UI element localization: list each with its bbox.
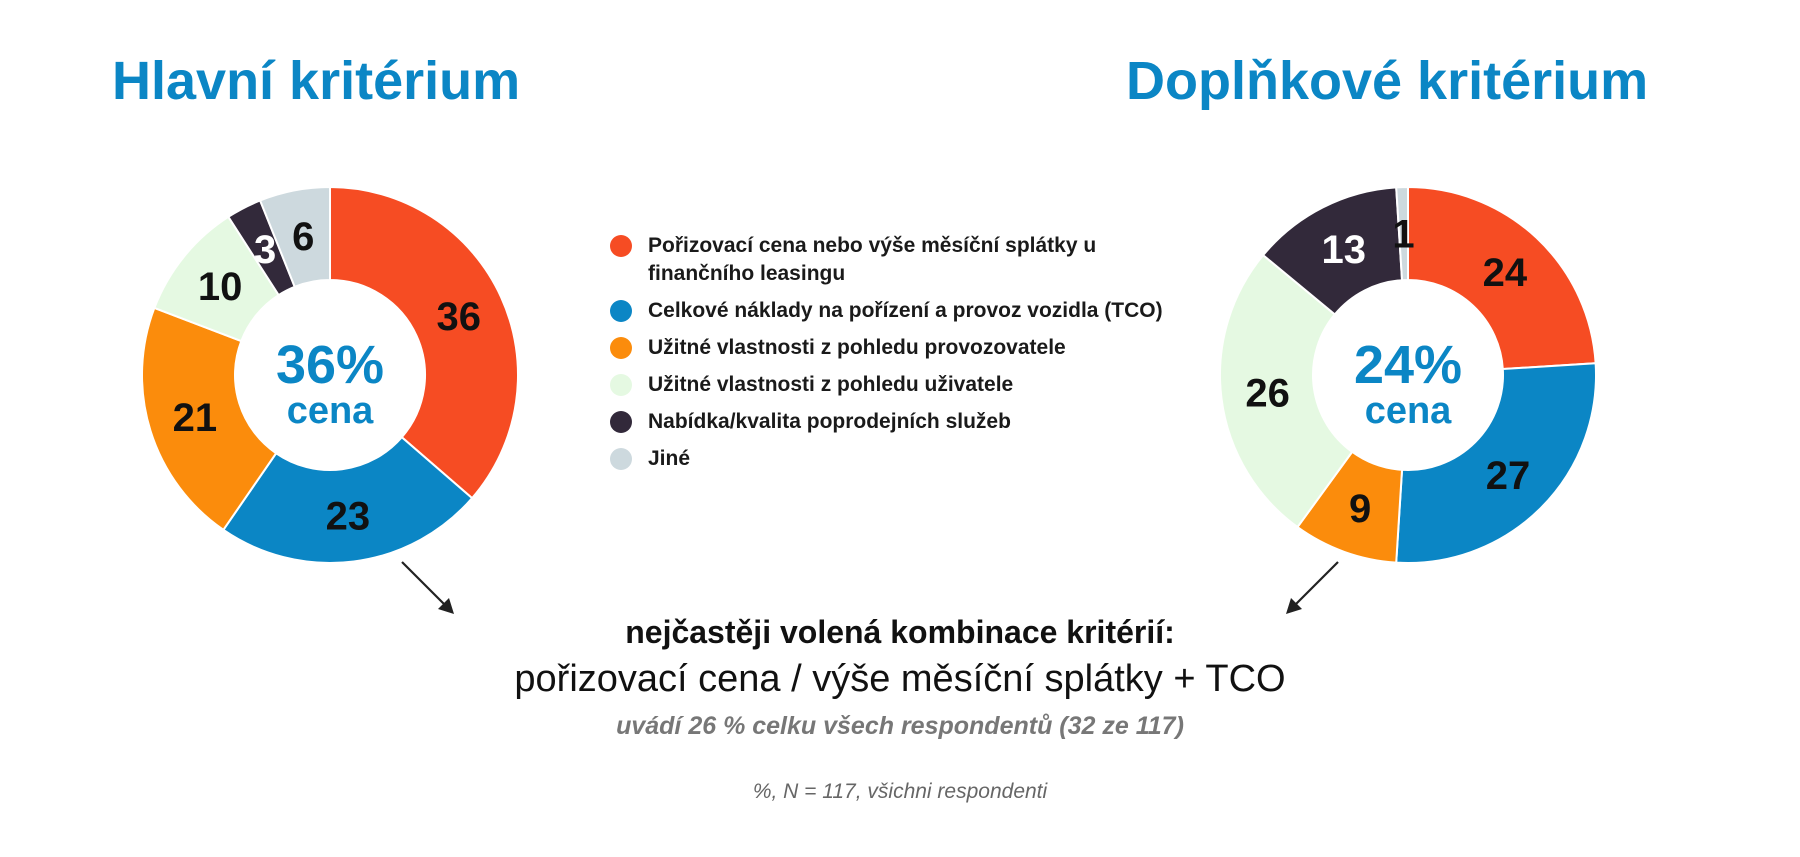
legend-item-after-sales <box>610 408 1170 436</box>
left-arrow-icon <box>398 558 458 618</box>
legend-label-after-sales: Nabídka/kvalita poprodejních služeb <box>648 410 1011 433</box>
main-slice-label-user-utility: 10 <box>197 264 243 309</box>
legend-dot-price <box>610 235 632 257</box>
main-criterion-donut-chart <box>140 185 520 565</box>
legend-label-user-utility: Užitné vlastnosti z pohledu uživatele <box>648 373 1014 396</box>
secondary-center-value: 24% <box>1353 335 1463 395</box>
secondary-slice-label-other: 1 <box>1392 212 1415 257</box>
legend-dot-operator-utility <box>610 337 632 359</box>
summary-heading: nejčastěji volená kombinace kritérií: <box>625 614 1175 650</box>
main-slice-label-other: 6 <box>292 215 315 260</box>
legend-item-tco <box>610 297 1170 325</box>
legend-dot-tco <box>610 300 632 322</box>
sample-note: %, N = 117, všichni respondenti <box>752 780 1048 803</box>
main-center-label: cena <box>286 390 374 432</box>
secondary-slice-label-after-sales: 13 <box>1321 227 1367 272</box>
legend-item-operator-utility <box>610 334 1170 362</box>
legend-dot-after-sales <box>610 411 632 433</box>
summary-subtext: uvádí 26 % celku všech respondentů (32 ze 117) <box>616 712 1184 740</box>
right-arrow-icon <box>1282 558 1342 618</box>
legend-label-other: Jiné <box>648 447 691 470</box>
secondary-criterion-donut-chart <box>1218 185 1598 565</box>
chart-legend <box>610 232 1170 482</box>
legend-item-other <box>610 445 1170 473</box>
main-center-value: 36% <box>275 335 385 395</box>
main-slice-label-price: 36 <box>436 295 481 340</box>
right-chart-title: Doplňkové kritérium <box>1126 51 1649 111</box>
left-chart-title: Hlavní kritérium <box>112 51 521 111</box>
legend-item-user-utility <box>610 371 1170 399</box>
secondary-slice-label-user-utility: 26 <box>1245 371 1290 416</box>
summary-main-text: pořizovací cena / výše měsíční splátky + TCO <box>514 658 1286 700</box>
legend-item-price <box>610 232 1170 288</box>
secondary-slice-label-tco: 27 <box>1485 454 1531 499</box>
legend-dot-other <box>610 448 632 470</box>
main-slice-label-tco: 23 <box>325 494 371 539</box>
main-slice-label-operator-utility: 21 <box>172 396 218 441</box>
legend-label-operator-utility: Užitné vlastnosti z pohledu provozovatele <box>648 336 1066 359</box>
secondary-slice-label-price: 24 <box>1482 250 1528 295</box>
secondary-center-label: cena <box>1364 390 1452 432</box>
main-slice-label-after-sales: 3 <box>254 228 277 273</box>
legend-dot-user-utility <box>610 374 632 396</box>
legend-label-price: Pořizovací cena nebo výše měsíční splátky u finančního leasingu <box>648 234 1097 285</box>
secondary-slice-label-operator-utility: 9 <box>1348 487 1372 532</box>
legend-label-tco: Celkové náklady na pořízení a provoz vozidla (TCO) <box>648 299 1163 322</box>
